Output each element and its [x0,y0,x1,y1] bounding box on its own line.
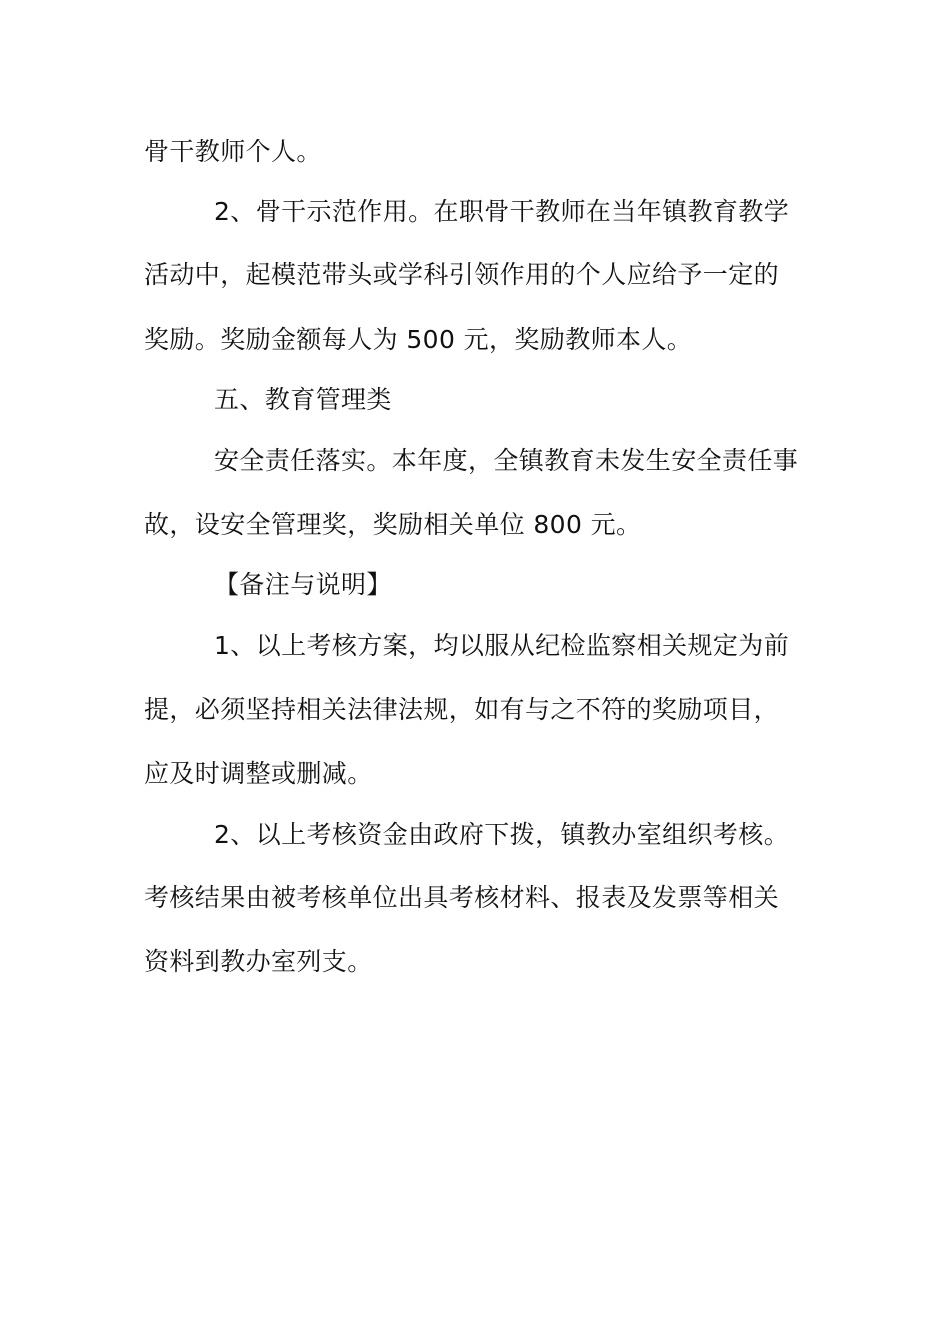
text-line: 考核结果由被考核单位出具考核材料、报表及发票等相关 [144,883,780,912]
text-line: 应及时调整或删减。 [144,759,373,788]
text-line: 活动中，起模范带头或学科引领作用的个人应给予一定的 [144,260,780,289]
paragraph-core-teacher-role: 2、骨干示范作用。在职骨干教师在当年镇教育教学 [214,197,790,226]
notes-heading: 【备注与说明】 [214,570,392,599]
text-line: 资料到教办室列支。 [144,947,373,976]
paragraph-safety-responsibility: 安全责任落实。本年度，全镇教育未发生安全责任事 [214,446,799,475]
text-line: 故，设安全管理奖，奖励相关单位 800 元。 [144,510,642,539]
section-heading-education-management: 五、教育管理类 [214,385,392,414]
text-line: 骨干教师个人。 [144,137,322,166]
note-item-2: 2、以上考核资金由政府下拨，镇教办室组织考核。 [214,820,790,849]
note-item-1: 1、以上考核方案，均以服从纪检监察相关规定为前 [214,631,790,660]
text-line: 提，必须坚持相关法律法规，如有与之不符的奖励项目， [144,695,780,724]
text-line: 奖励。奖励金额每人为 500 元，奖励教师本人。 [144,325,693,354]
